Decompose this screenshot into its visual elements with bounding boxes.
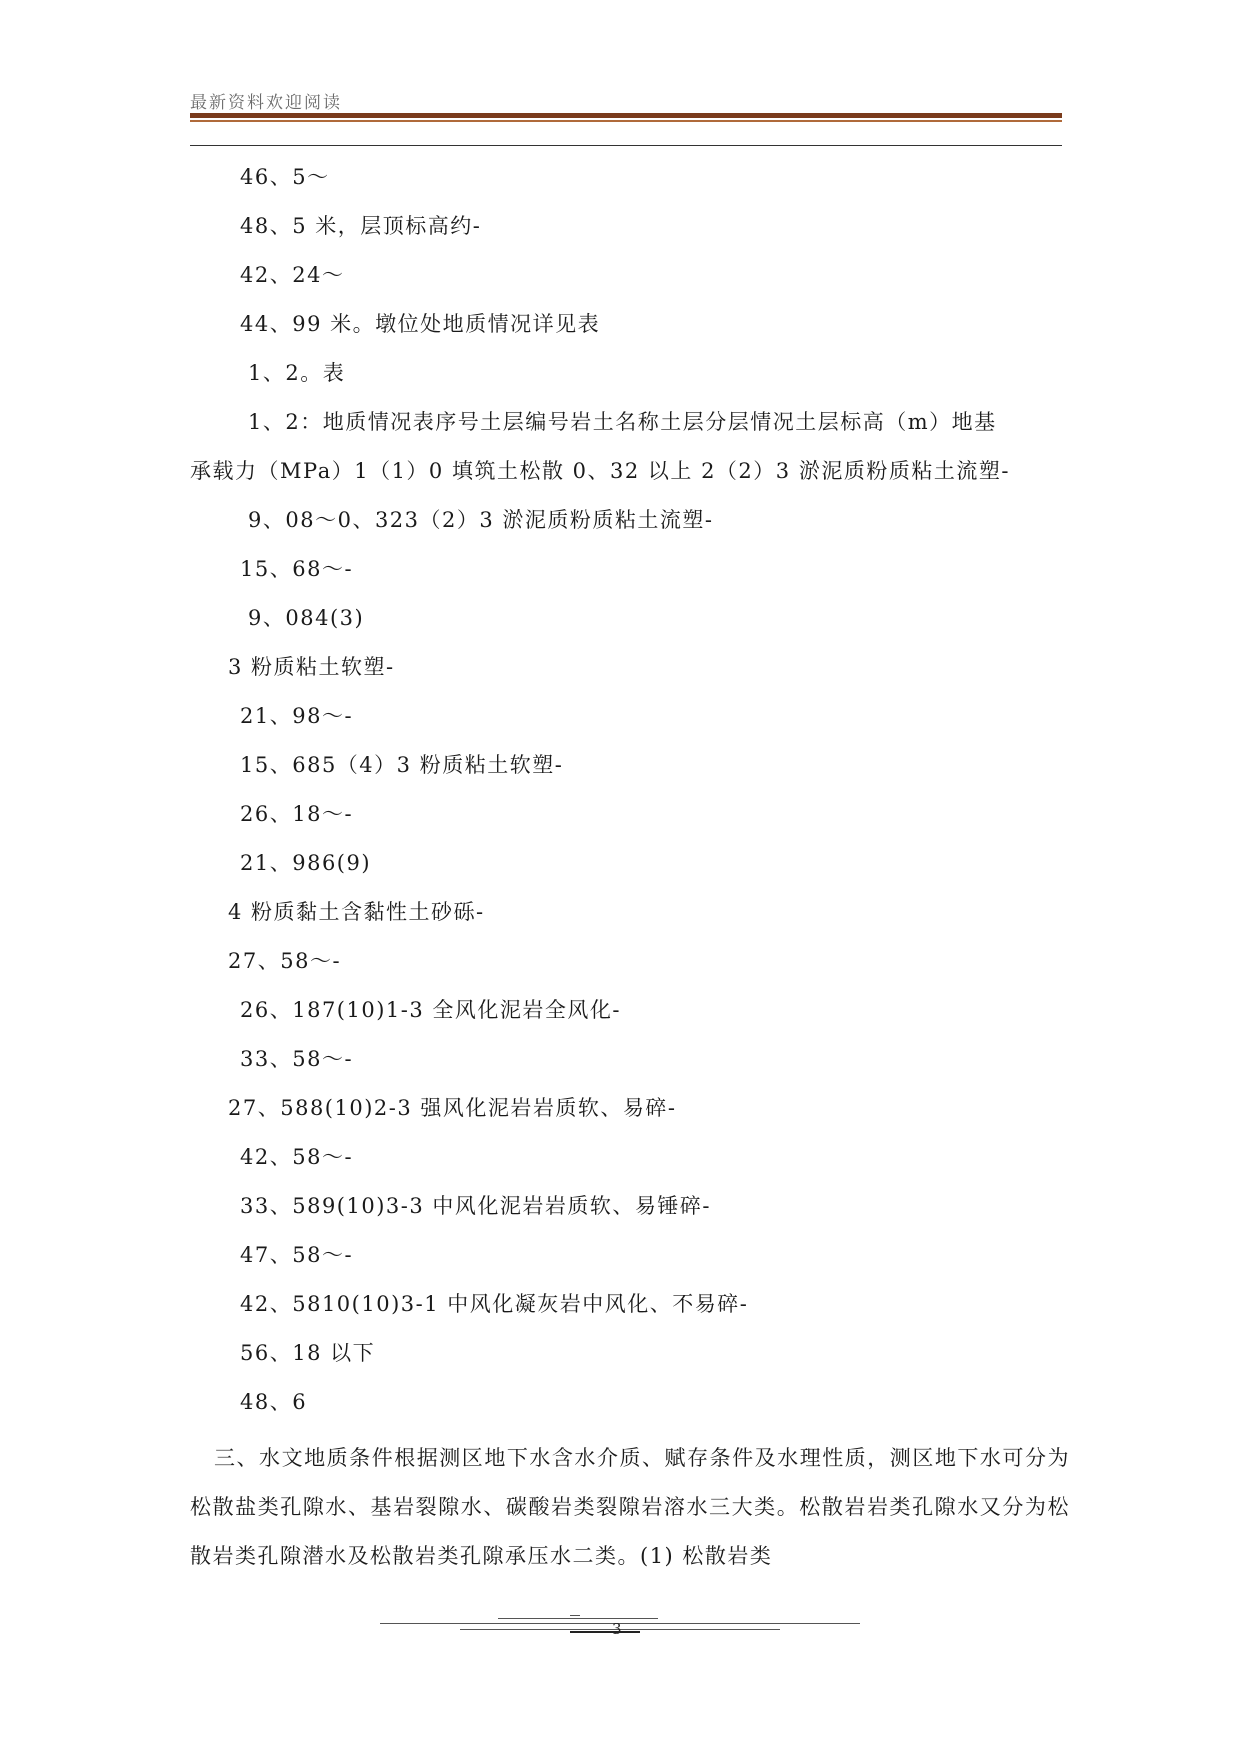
text-line: 46、5～ bbox=[240, 165, 330, 189]
text-line: 1、2。表 bbox=[248, 361, 346, 385]
text-line: 26、187(10)1-3 全风化泥岩全风化- bbox=[240, 998, 621, 1022]
text-line: 21、986(9) bbox=[240, 851, 372, 875]
header-rule-accent bbox=[190, 120, 1062, 122]
text-line: 44、99 米。墩位处地质情况详见表 bbox=[240, 312, 601, 336]
document-body bbox=[190, 160, 1070, 1581]
text-line: 56、18 以下 bbox=[240, 1341, 376, 1365]
text-line: 21、98～- bbox=[240, 704, 354, 728]
text-line: 42、24～ bbox=[240, 263, 345, 287]
header-rule-thick bbox=[190, 113, 1062, 118]
text-line: 4 粉质黏土含黏性土砂砾- bbox=[228, 900, 485, 924]
text-line: 26、18～- bbox=[240, 802, 354, 826]
text-line: 承载力（MPa）1（1）0 填筑土松散 0、32 以上 2（2）3 淤泥质粉质粘土流塑- bbox=[190, 459, 1010, 483]
text-line: 42、58～- bbox=[240, 1145, 354, 1169]
header-rule-thin bbox=[190, 145, 1062, 146]
footer-rule-short bbox=[498, 1618, 658, 1619]
text-line: 9、08～0、323（2）3 淤泥质粉质粘土流塑- bbox=[248, 508, 714, 532]
text-line: 15、685（4）3 粉质粘土软塑- bbox=[240, 753, 564, 777]
footer-tick bbox=[570, 1615, 580, 1616]
header-text: 最新资料欢迎阅读 bbox=[190, 93, 342, 113]
text-line: 33、589(10)3-3 中风化泥岩岩质软、易锤碎- bbox=[240, 1194, 711, 1218]
text-line: 48、6 bbox=[240, 1390, 308, 1414]
page-number: 3 bbox=[612, 1620, 622, 1638]
text-line: 3 粉质粘土软塑- bbox=[228, 655, 395, 679]
text-line: 33、58～- bbox=[240, 1047, 354, 1071]
text-line: 42、5810(10)3-1 中风化凝灰岩中风化、不易碎- bbox=[240, 1292, 749, 1316]
text-line: 27、58～- bbox=[228, 949, 342, 973]
text-line: 1、2：地质情况表序号土层编号岩土名称土层分层情况土层标高（m）地基 bbox=[248, 410, 997, 434]
text-line: 15、68～- bbox=[240, 557, 354, 581]
text-line: 47、58～- bbox=[240, 1243, 354, 1267]
text-line: 27、588(10)2-3 强风化泥岩岩质软、易碎- bbox=[228, 1096, 677, 1120]
text-line: 48、5 米，层顶标高约- bbox=[240, 214, 482, 238]
body-paragraph: 三、水文地质条件根据测区地下水含水介质、赋存条件及水理性质，测区地下水可分为松散盐类孔隙水、基岩裂隙水、碳酸岩类裂隙岩溶水三大类。松散岩岩类孔隙水又分为松散岩类孔隙潜水及松散岩类孔隙承压水二类。(1) 松散岩类 bbox=[190, 1446, 1070, 1568]
line-list bbox=[190, 160, 1070, 1434]
footer-rule-bold bbox=[570, 1631, 640, 1633]
text-line: 9、084(3) bbox=[248, 606, 365, 630]
